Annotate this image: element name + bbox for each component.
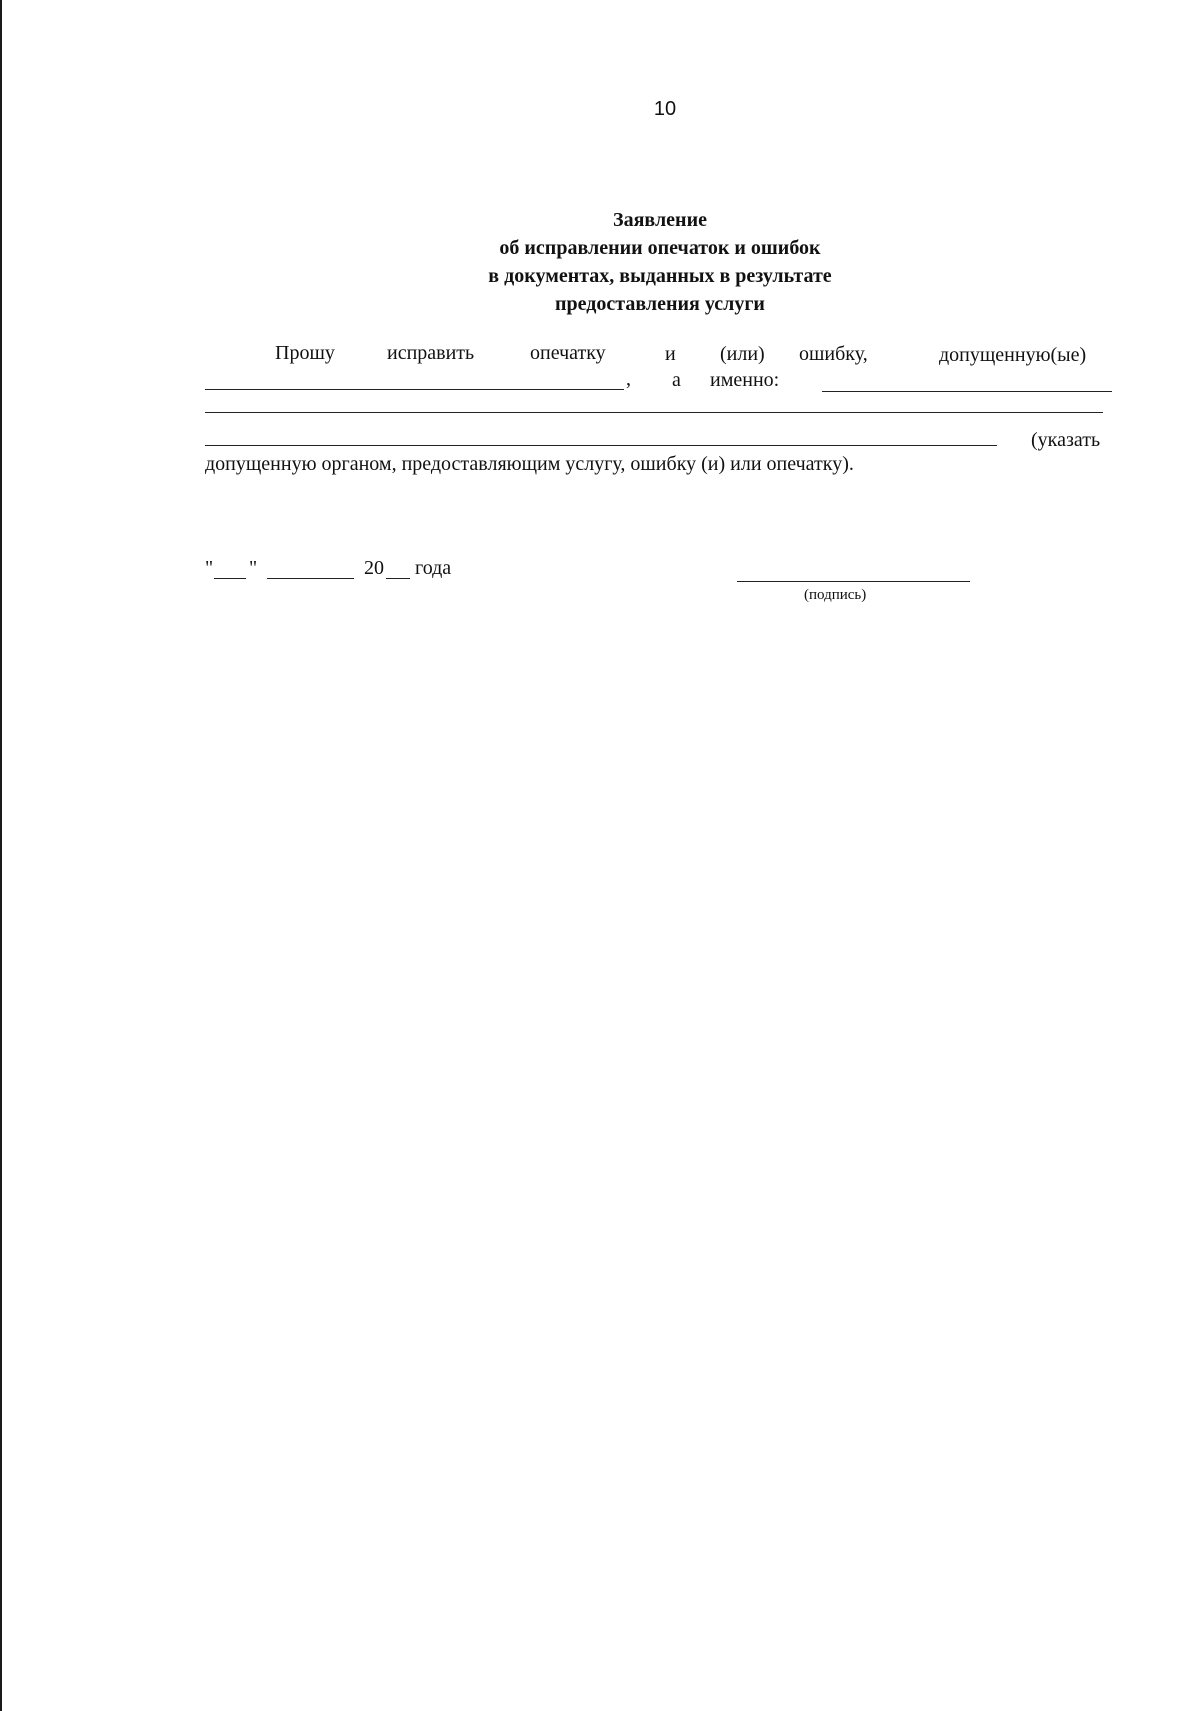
date-month-line: [267, 578, 354, 579]
fill-line-details-2: [205, 412, 1103, 413]
page-number: 10: [653, 98, 677, 120]
word-imenno: именно:: [710, 369, 780, 391]
signature-line: [737, 581, 970, 582]
signature-caption: (подпись): [804, 587, 867, 603]
word-proshu: Прошу: [275, 342, 335, 364]
word-ili: (или): [720, 343, 765, 365]
title-line-1: Заявление: [613, 209, 707, 231]
date-day-line: [214, 578, 246, 579]
word-ispravit: исправить: [387, 342, 475, 364]
word-a: а: [672, 369, 681, 391]
fill-line-details-1: [822, 391, 1112, 392]
fill-line-details-3: [205, 445, 997, 446]
title-line-4: предоставления услуги: [555, 293, 765, 315]
title-line-2: об исправлении опечаток и ошибок: [499, 237, 821, 259]
year-line: [386, 578, 410, 579]
year-prefix: 20: [364, 557, 384, 579]
comma: ,: [626, 368, 631, 390]
date-open-quote: ": [205, 557, 214, 579]
title-line-3: в документах, выданных в результате: [488, 265, 832, 287]
word-i: и: [665, 343, 676, 365]
word-ukazat: (указать: [1031, 429, 1101, 451]
year-suffix: года: [415, 557, 452, 579]
word-dopushchennuyu: допущенную(ые): [939, 344, 1087, 366]
instruction-text: допущенную органом, предоставляющим услугу, ошибку (и) или опечатку).: [205, 453, 854, 475]
date-close-quote: ": [249, 557, 258, 579]
document-title: [0, 206, 1200, 318]
word-oshibku: ошибку,: [799, 343, 868, 365]
word-opechatku: опечатку: [530, 342, 606, 364]
fill-line-document: [205, 389, 624, 390]
